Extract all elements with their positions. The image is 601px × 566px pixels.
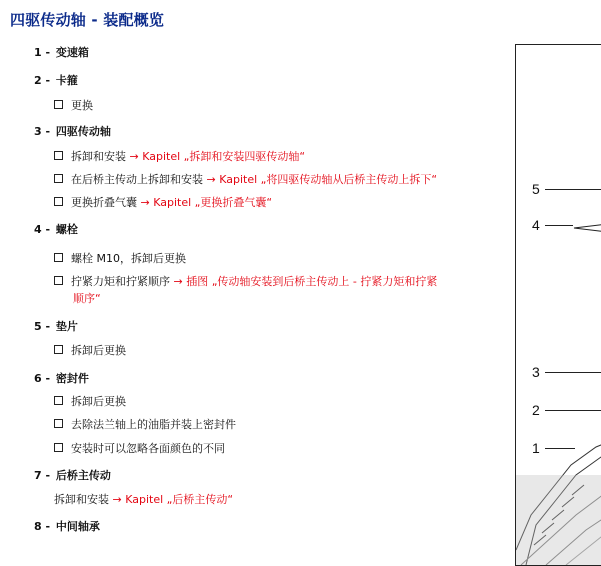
list-item <box>54 250 186 266</box>
chapter-link[interactable]: → Kapitel „后桥主传动“ <box>112 493 234 506</box>
item-1-heading <box>34 44 89 60</box>
callout-3: 3 <box>532 364 540 380</box>
checkbox-bullet-icon <box>54 174 63 183</box>
list-item <box>54 194 272 210</box>
bullet-text: 拆卸后更换 <box>71 395 126 408</box>
item-number: 4 - <box>34 223 51 236</box>
item-3-heading <box>34 123 111 139</box>
bullet-text: 螺栓 M10，拆卸后更换 <box>71 252 186 265</box>
callout-5-leader <box>545 189 601 190</box>
item-2-heading <box>34 72 78 88</box>
item-7-heading <box>34 467 111 483</box>
list-item <box>54 273 437 289</box>
item-4-heading <box>34 221 78 237</box>
figure-link-continuation[interactable]: 顺序“ <box>73 292 101 305</box>
item-name: 螺栓 <box>55 223 78 236</box>
checkbox-bullet-icon <box>54 100 63 109</box>
callout-2-leader <box>545 410 601 411</box>
item-number: 8 - <box>34 520 51 533</box>
bullet-text: 更换折叠气囊 <box>71 196 137 209</box>
callout-4: 4 <box>532 217 540 233</box>
list-item <box>54 342 126 358</box>
checkbox-bullet-icon <box>54 253 63 262</box>
bullet-text: 拆卸后更换 <box>71 344 126 357</box>
item-number: 2 - <box>34 74 51 87</box>
figure-link[interactable]: → 插图 „传动轴安装到后桥主传动上 - 拧紧力矩和拧紧 <box>173 275 438 288</box>
list-item <box>54 416 236 432</box>
callout-5: 5 <box>532 181 540 197</box>
plain-text: 拆卸和安装 <box>54 493 109 506</box>
list-item <box>54 393 126 409</box>
callout-1: 1 <box>532 440 540 456</box>
item-number: 1 - <box>34 46 51 59</box>
checkbox-bullet-icon <box>54 151 63 160</box>
checkbox-bullet-icon <box>54 396 63 405</box>
item-name: 后桥主传动 <box>55 469 111 482</box>
callout-1-leader <box>545 448 575 449</box>
item-name: 密封件 <box>55 372 89 385</box>
assembly-diagram <box>515 44 601 566</box>
item-8-heading <box>34 518 100 534</box>
item-name: 垫片 <box>55 320 78 333</box>
bolt-outline-icon <box>574 223 601 233</box>
shaded-area <box>516 475 601 565</box>
checkbox-bullet-icon <box>54 443 63 452</box>
chapter-link[interactable]: → Kapitel „拆卸和安装四驱传动轴“ <box>129 150 306 163</box>
item-6-heading <box>34 370 89 386</box>
list-item <box>54 440 225 456</box>
item-name: 四驱传动轴 <box>55 125 111 138</box>
bullet-text: 安装时可以忽略各面颜色的不同 <box>71 442 225 455</box>
callout-3-leader <box>545 372 601 373</box>
chapter-link[interactable]: → Kapitel „更换折叠气囊“ <box>140 196 273 209</box>
item-name: 变速箱 <box>55 46 89 59</box>
assembly-drawing <box>516 45 601 565</box>
item-name: 中间轴承 <box>55 520 100 533</box>
item-5-heading <box>34 318 78 334</box>
bullet-text: 拆卸和安装 <box>71 150 126 163</box>
checkbox-bullet-icon <box>54 197 63 206</box>
callout-4-leader <box>545 225 573 226</box>
chapter-link[interactable]: → Kapitel „将四驱传动轴从后桥主传动上拆下“ <box>206 173 438 186</box>
item-number: 3 - <box>34 125 51 138</box>
item-number: 5 - <box>34 320 51 333</box>
bullet-text: 去除法兰轴上的油脂并装上密封件 <box>71 418 236 431</box>
checkbox-bullet-icon <box>54 276 63 285</box>
item-number: 6 - <box>34 372 51 385</box>
callout-2: 2 <box>532 402 540 418</box>
bullet-text: 拧紧力矩和拧紧顺序 <box>71 275 170 288</box>
item-7-text <box>54 491 233 507</box>
list-item <box>54 148 305 164</box>
bullet-text: 更换 <box>71 99 93 112</box>
checkbox-bullet-icon <box>54 345 63 354</box>
bullet-text: 在后桥主传动上拆卸和安装 <box>71 173 203 186</box>
checkbox-bullet-icon <box>54 419 63 428</box>
list-item <box>54 97 93 113</box>
item-name: 卡箍 <box>55 74 78 87</box>
list-item <box>54 171 437 187</box>
page-title: 四驱传动轴 - 装配概览 <box>10 11 165 29</box>
item-number: 7 - <box>34 469 51 482</box>
